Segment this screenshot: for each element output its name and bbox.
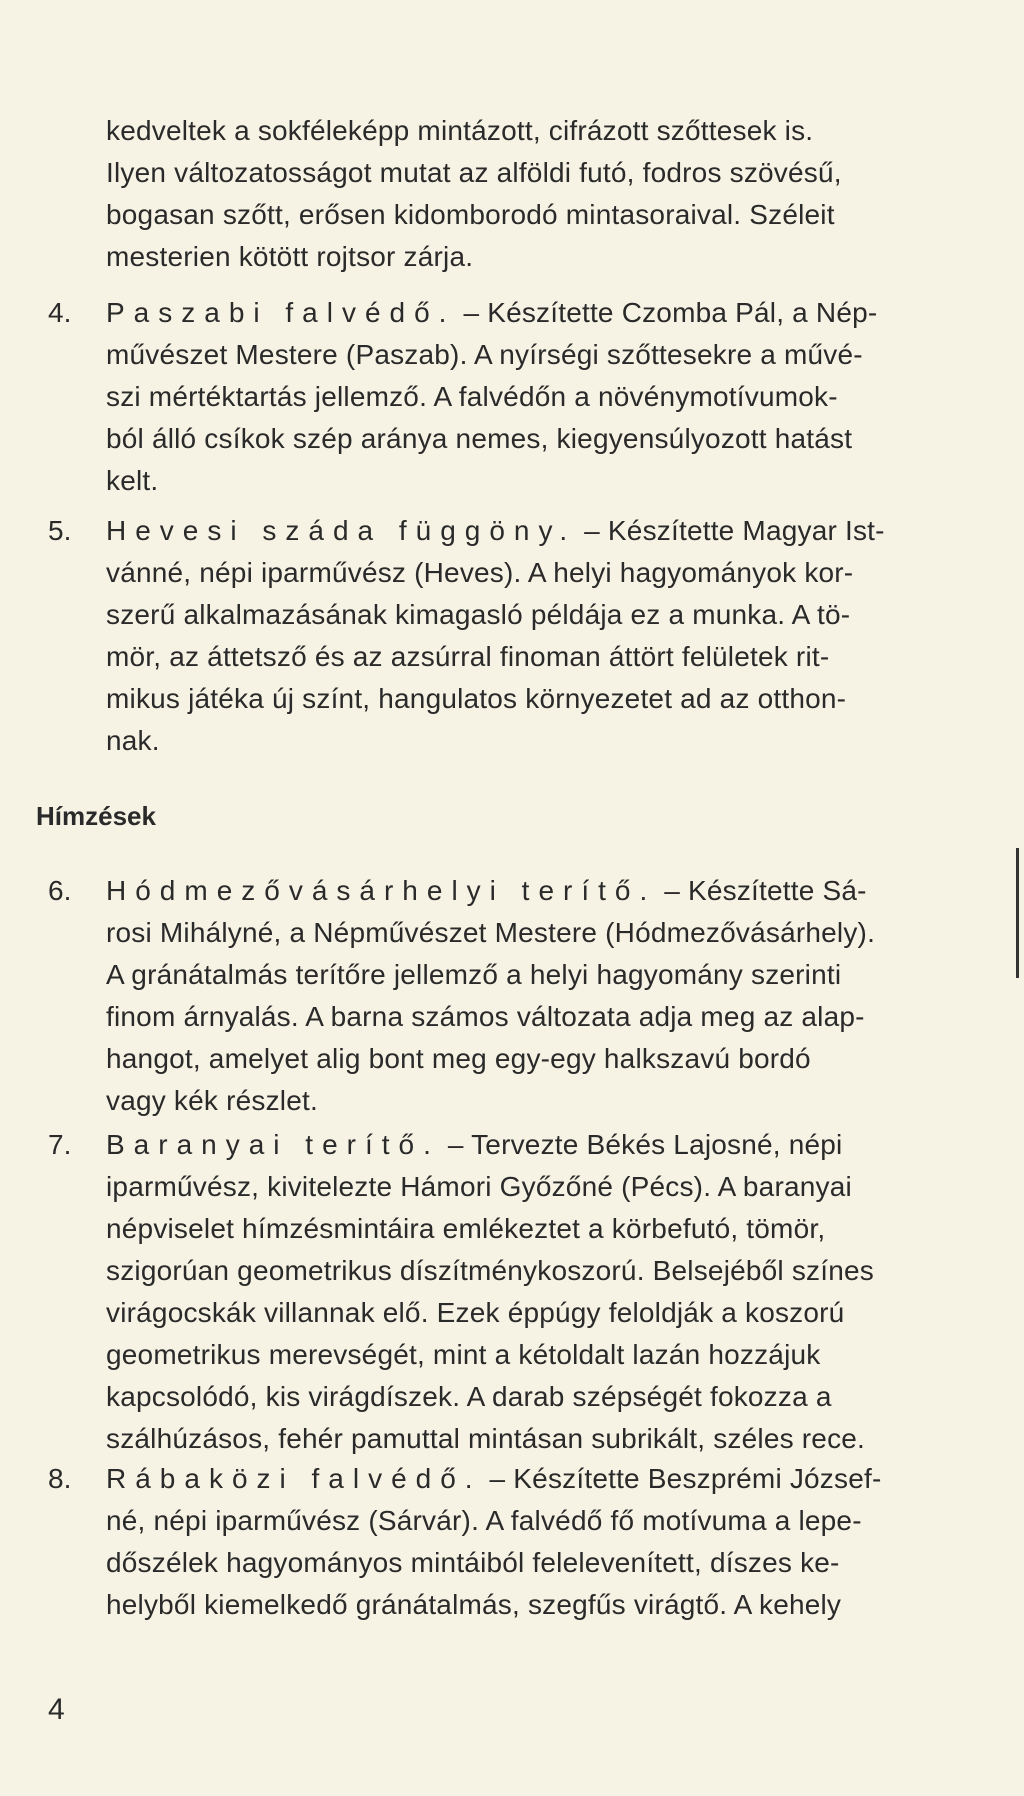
intro-paragraph xyxy=(106,110,966,278)
text-line: vagy kék részlet. xyxy=(106,1085,318,1116)
page-number: 4 xyxy=(48,1693,65,1726)
item-first-line xyxy=(106,870,968,912)
text-line: A gránátalmás terítőre jellemző a helyi hagyomány szerinti xyxy=(106,959,842,990)
text-line: szi mértéktartás jellemző. A falvédőn a növénymotívumok- xyxy=(106,381,838,412)
item-number: 6. xyxy=(48,875,72,906)
text-line: mesterien kötött rojtsor zárja. xyxy=(106,241,474,272)
text-line: finom árnyalás. A barna számos változata adja meg az alap- xyxy=(106,1001,865,1032)
page-edge-mark xyxy=(1016,848,1019,978)
item-number: 5. xyxy=(48,515,72,546)
text-line: helyből kiemelkedő gránátalmás, szegfűs virágtő. A kehely xyxy=(106,1589,842,1620)
item-title-rest: – Készítette Sá- xyxy=(656,875,867,906)
text-line: szigorúan geometrikus díszítménykoszorú. Belsejéből színes xyxy=(106,1255,874,1286)
text-line: szálhúzásos, fehér pamuttal mintásan subrikált, széles rece. xyxy=(106,1423,866,1454)
text-line: kelt. xyxy=(106,465,159,496)
text-line: ból álló csíkok szép aránya nemes, kiegyensúlyozott hatást xyxy=(106,423,853,454)
item-title: Paszabi falvédő. xyxy=(106,297,456,328)
item-8 xyxy=(48,1458,968,1626)
text-line: kapcsolódó, kis virágdíszek. A darab szépségét fokozza a xyxy=(106,1381,832,1412)
text-line: Ilyen változatosságot mutat az alföldi futó, fodros szövésű, xyxy=(106,157,842,188)
item-5 xyxy=(48,510,968,762)
text-line: virágocskák villannak elő. Ezek éppúgy feloldják a koszorú xyxy=(106,1297,845,1328)
item-title-rest: – Készítette Czomba Pál, a Nép- xyxy=(455,297,878,328)
text-line: művészet Mestere (Paszab). A nyírségi szőttesekre a művé- xyxy=(106,339,863,370)
text-line: nak. xyxy=(106,725,160,756)
item-title-rest: – Készítette Magyar Ist- xyxy=(576,515,885,546)
item-title: Baranyai terítő. xyxy=(106,1129,440,1160)
item-first-line xyxy=(106,292,968,334)
item-title: Rábaközi falvédő. xyxy=(106,1463,482,1494)
text-line: né, népi iparművész (Sárvár). A falvédő fő motívuma a lepe- xyxy=(106,1505,862,1536)
item-first-line xyxy=(106,510,968,552)
text-line: iparművész, kivitelezte Hámori Győzőné (Pécs). A baranyai xyxy=(106,1171,852,1202)
text-line: dőszélek hagyományos mintáiból felelevenített, díszes ke- xyxy=(106,1547,840,1578)
text-line: kedveltek a sokféleképp mintázott, cifrázott szőttesek is. xyxy=(106,115,814,146)
item-7 xyxy=(48,1124,968,1460)
item-title-rest: – Tervezte Békés Lajosné, népi xyxy=(439,1129,843,1160)
text-line: hangot, amelyet alig bont meg egy-egy halkszavú bordó xyxy=(106,1043,811,1074)
text-line: szerű alkalmazásának kimagasló példája ez a munka. A tö- xyxy=(106,599,851,630)
item-number: 8. xyxy=(48,1463,72,1494)
item-first-line xyxy=(106,1124,968,1166)
section-heading: Hímzések xyxy=(36,801,156,831)
text-line: bogasan szőtt, erősen kidomborodó mintasoraival. Széleit xyxy=(106,199,835,230)
item-title: Hevesi száda függöny. xyxy=(106,515,577,546)
item-first-line xyxy=(106,1458,968,1500)
text-line: népviselet hímzésmintáira emlékeztet a körbefutó, tömör, xyxy=(106,1213,826,1244)
text-line: mör, az áttetsző és az azsúrral finoman áttört felületek rit- xyxy=(106,641,830,672)
item-title-rest: – Készítette Beszprémi József- xyxy=(481,1463,882,1494)
item-title: Hódmezővásárhelyi terítő. xyxy=(106,875,657,906)
item-number: 7. xyxy=(48,1129,72,1160)
item-number: 4. xyxy=(48,297,72,328)
text-line: geometrikus merevségét, mint a kétoldalt lazán hozzájuk xyxy=(106,1339,821,1370)
text-line: vánné, népi iparművész (Heves). A helyi hagyományok kor- xyxy=(106,557,854,588)
text-line: mikus játéka új színt, hangulatos környezetet ad az otthon- xyxy=(106,683,847,714)
item-4 xyxy=(48,292,968,502)
text-line: rosi Mihályné, a Népművészet Mestere (Hódmezővásárhely). xyxy=(106,917,876,948)
item-6 xyxy=(48,870,968,1122)
